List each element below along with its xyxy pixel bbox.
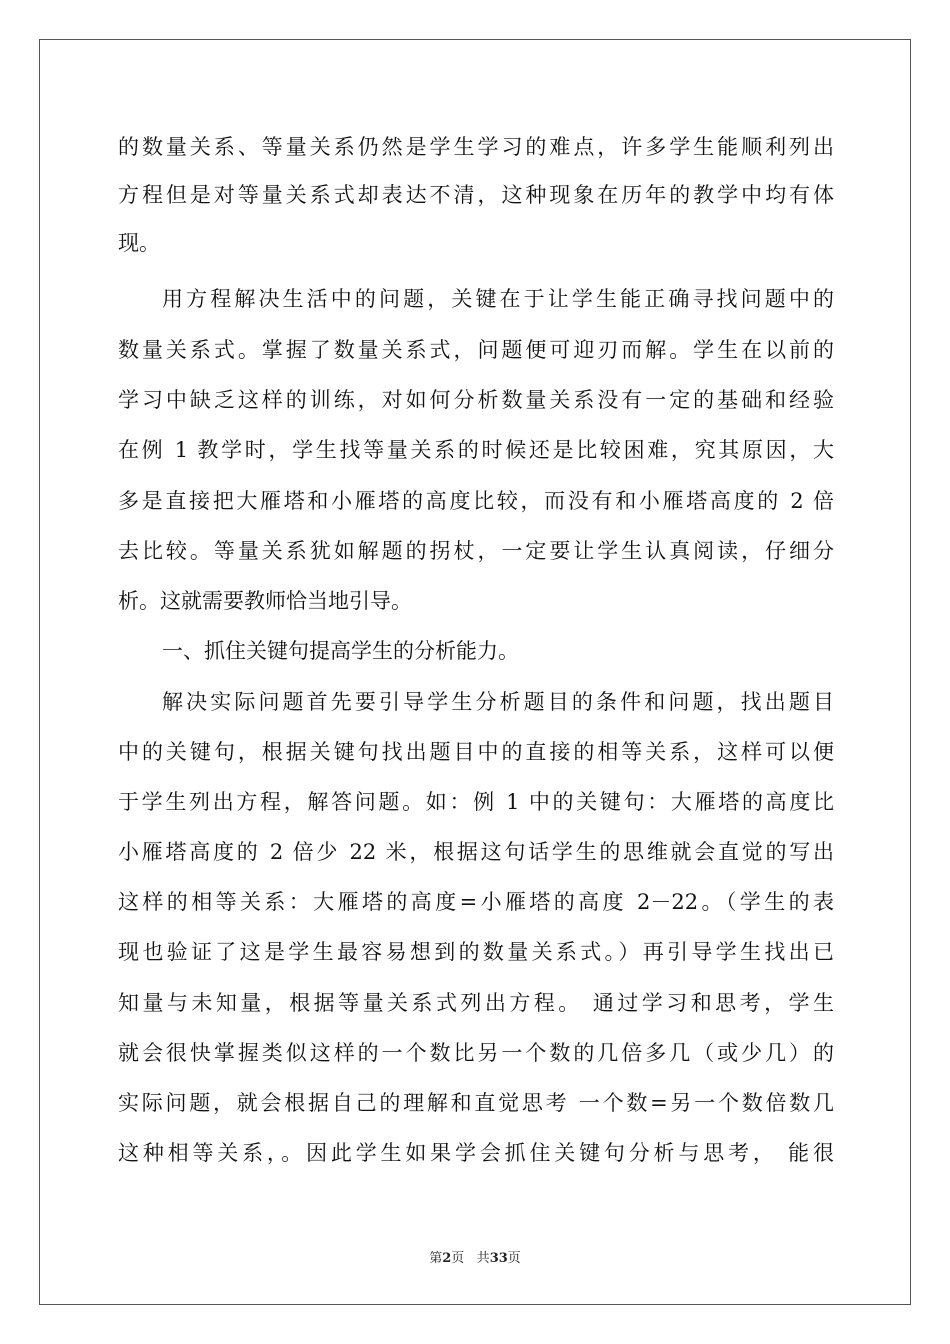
- text-line: 小雁塔高度的 2 倍少 22 米，根据这句话学生的思维就会直觉的写出: [118, 840, 834, 864]
- text-line: 数量关系式。掌握了数量关系式，问题便可迎刃而解。学生在以前的: [118, 338, 834, 362]
- text-line: 这种相等关系，。因此学生如果学会抓住关键句分析与思考， 能很: [118, 1141, 834, 1165]
- text-line: 现也验证了这是学生最容易想到的数量关系式。）再引导学生找出已: [118, 940, 834, 964]
- text-line: 多是直接把大雁塔和小雁塔的高度比较，而没有和小雁塔高度的 2 倍: [118, 489, 834, 513]
- text-line: 知量与未知量，根据等量关系式列出方程。 通过学习和思考，学生: [118, 991, 834, 1015]
- current-page-number: 2: [442, 1251, 452, 1266]
- footer-prefix: 第: [429, 1251, 443, 1266]
- text-line: 在例 1 教学时，学生找等量关系的时候还是比较困难，究其原因，大: [118, 438, 834, 462]
- page-footer: [0, 1250, 950, 1268]
- text-line: 解决实际问题首先要引导学生分析题目的条件和问题，找出题目: [162, 690, 834, 714]
- footer-page-suffix: 页: [451, 1251, 465, 1266]
- footer-total-suffix: 页: [507, 1251, 521, 1266]
- text-line: 于学生列出方程，解答问题。如：例 1 中的关键句：大雁塔的高度比: [118, 790, 834, 814]
- text-line: 就会很快掌握类似这样的一个数比另一个数的几倍多几（或少几）的: [118, 1041, 834, 1065]
- text-line: 实际问题，就会根据自己的理解和直觉思考 一个数=另一个数倍数几: [118, 1091, 834, 1115]
- text-line: 用方程解决生活中的问题，关键在于让学生能正确寻找问题中的: [162, 287, 834, 311]
- text-line: 这样的相等关系：大雁塔的高度=小雁塔的高度 2－22。（学生的表: [118, 890, 834, 914]
- text-line: 现。: [118, 231, 160, 255]
- text-line: 中的关键句，根据关键句找出题目中的直接的相等关系，这样可以便: [118, 740, 834, 764]
- text-line: 方程但是对等量关系式却表达不清，这种现象在历年的教学中均有体: [118, 183, 834, 207]
- section-heading: 一、抓住关键句提高学生的分析能力。: [162, 639, 519, 663]
- total-page-count: 33: [489, 1251, 508, 1266]
- text-line: 去比较。等量关系犹如解题的拐杖，一定要让学生认真阅读，仔细分: [118, 539, 834, 563]
- text-line: 的数量关系、等量关系仍然是学生学习的难点，许多学生能顺利列出: [118, 135, 834, 159]
- text-line: 学习中缺乏这样的训练，对如何分析数量关系没有一定的基础和经验: [118, 388, 834, 412]
- footer-total-prefix: 共: [476, 1251, 490, 1266]
- text-line: 析。这就需要教师恰当地引导。: [118, 589, 412, 613]
